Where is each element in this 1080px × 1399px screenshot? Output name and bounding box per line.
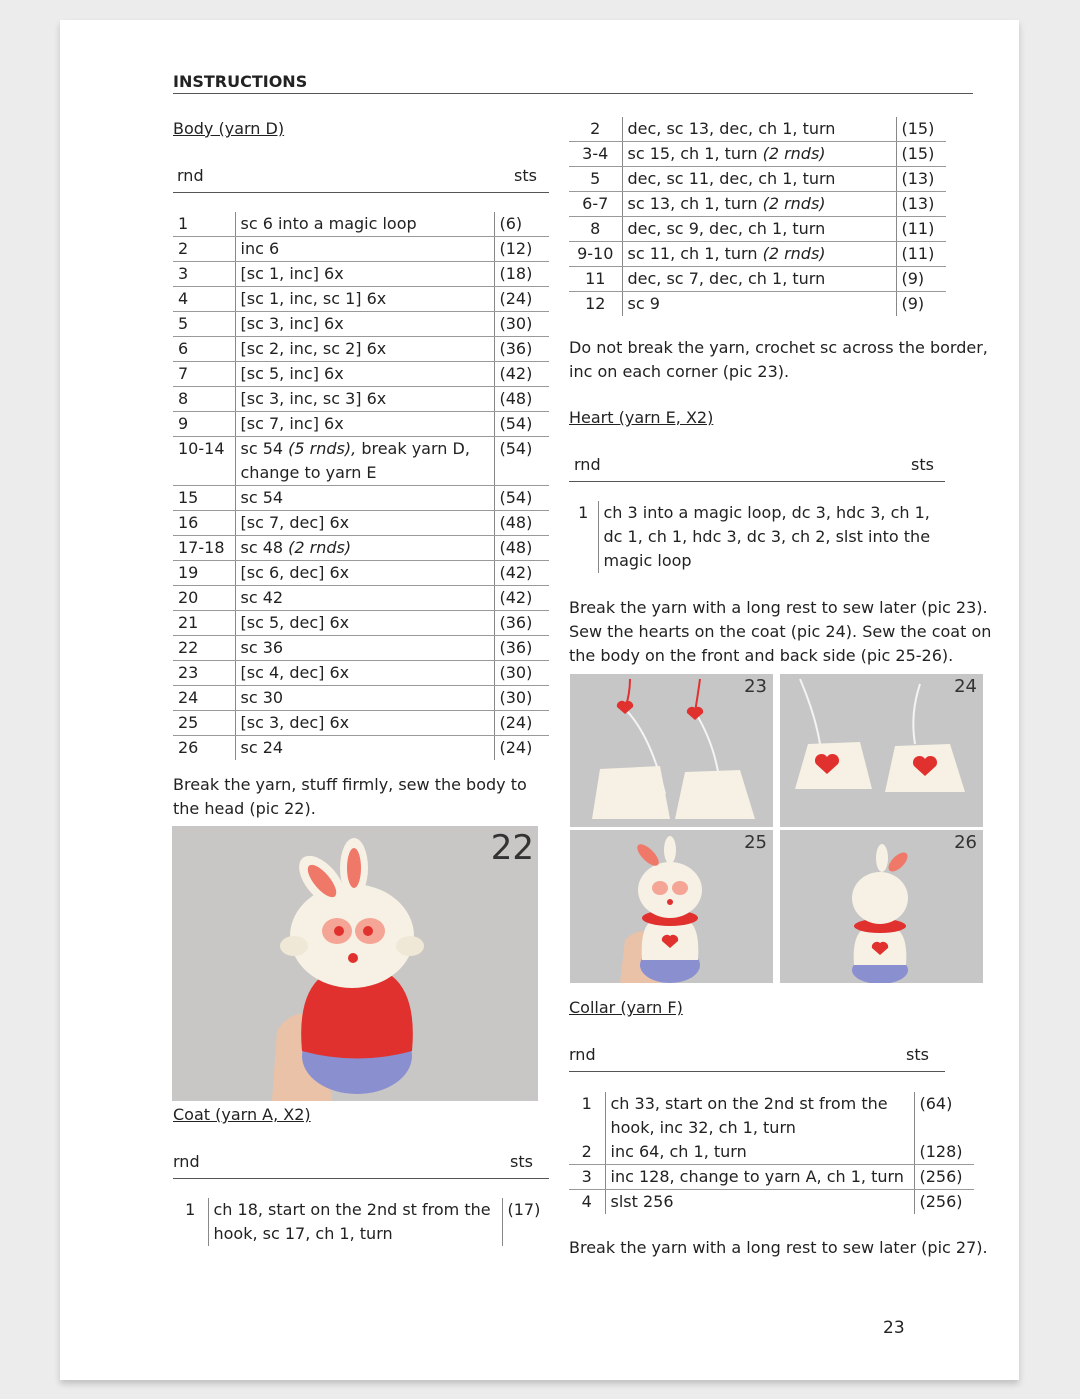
instruction-cell — [235, 287, 494, 312]
instruction-cell — [235, 486, 494, 511]
heart-note: Break the yarn with a long rest to sew later (pic 23). Sew the hearts on the coat (pic 24). Sew the coat on the body on the front and back side (pic 25-26). — [569, 598, 992, 665]
page-number: 23 — [883, 1318, 905, 1338]
instruction-text: slst 256 — [610, 1192, 674, 1211]
sts-cell: (48) — [494, 387, 549, 412]
sts-cell: (6) — [494, 212, 549, 237]
rnd-cell: 7 — [173, 362, 235, 387]
table-row — [569, 501, 954, 573]
sts-cell: (11) — [896, 217, 946, 242]
table-row — [173, 337, 549, 362]
rnd-cell: 8 — [173, 387, 235, 412]
photo-24 — [780, 674, 983, 827]
instruction-text: sc 54 — [240, 439, 284, 458]
heart-col-rnd: rnd — [574, 455, 601, 474]
coat-section-title: Coat (yarn A, X2) — [173, 1105, 311, 1124]
sts-cell: (13) — [896, 192, 946, 217]
page-heading: INSTRUCTIONS — [173, 72, 308, 91]
instruction-text: sc 48 — [240, 538, 284, 557]
coat-note: Do not break the yarn, crochet sc across the border, inc on each corner (pic 23). — [569, 338, 988, 381]
instruction-text: dec, sc 13, dec, ch 1, turn — [627, 119, 836, 138]
rnd-cell: 4 — [173, 287, 235, 312]
body-section-title: Body (yarn D) — [173, 119, 285, 138]
table-row — [173, 237, 549, 262]
body-header-rule — [173, 192, 549, 193]
table-row — [173, 1198, 553, 1246]
body-note: Break the yarn, stuff firmly, sew the body to the head (pic 22). — [173, 775, 527, 818]
instruction-text: [sc 3, inc] 6x — [240, 314, 344, 333]
rnd-cell: 22 — [173, 636, 235, 661]
instruction-text: [sc 3, dec] 6x — [240, 713, 350, 732]
instruction-cell — [235, 237, 494, 262]
sts-cell: (128) — [914, 1140, 974, 1165]
instruction-text: sc 54 — [240, 488, 284, 507]
table-row — [173, 312, 549, 337]
instruction-cell — [622, 167, 896, 192]
instruction-cell — [235, 362, 494, 387]
instruction-italic: (2 rnds) — [762, 144, 826, 163]
rnd-cell: 8 — [569, 217, 622, 242]
instruction-text: sc 11, ch 1, turn — [627, 244, 758, 263]
instruction-italic: (2 rnds) — [288, 538, 352, 557]
instruction-cell — [622, 242, 896, 267]
collar-section-title: Collar (yarn F) — [569, 998, 683, 1017]
heart-section-title: Heart (yarn E, X2) — [569, 408, 714, 427]
instruction-text: [sc 7, inc] 6x — [240, 414, 344, 433]
table-row — [173, 661, 549, 686]
collar-pattern-table — [569, 1092, 974, 1214]
instruction-cell — [605, 1140, 914, 1165]
rnd-cell: 9 — [173, 412, 235, 437]
sts-cell: (54) — [494, 437, 549, 486]
instruction-text: [sc 6, dec] 6x — [240, 563, 350, 582]
instruction-text: [sc 2, inc, sc 2] 6x — [240, 339, 387, 358]
collar-header-rule — [569, 1071, 945, 1072]
sts-cell: (30) — [494, 661, 549, 686]
instruction-text: ch 33, start on the 2nd st from the hook, inc 32, ch 1, turn — [610, 1094, 888, 1137]
table-row — [173, 586, 549, 611]
instruction-text: [sc 3, inc, sc 3] 6x — [240, 389, 387, 408]
body-col-sts: sts — [514, 166, 537, 185]
instruction-text: inc 64, ch 1, turn — [610, 1142, 747, 1161]
rnd-cell: 5 — [569, 167, 622, 192]
table-row — [569, 217, 946, 242]
instruction-text: sc 6 into a magic loop — [240, 214, 417, 233]
rnd-cell: 25 — [173, 711, 235, 736]
instruction-cell — [235, 212, 494, 237]
table-row — [173, 536, 549, 561]
rnd-cell: 1 — [569, 1092, 605, 1140]
table-row — [569, 267, 946, 292]
instruction-text: [sc 4, dec] 6x — [240, 663, 350, 682]
photo-26 — [780, 830, 983, 983]
table-row — [173, 486, 549, 511]
sts-cell: (48) — [494, 511, 549, 536]
sts-cell: (24) — [494, 711, 549, 736]
instruction-text: inc 128, change to yarn A, ch 1, turn — [610, 1167, 904, 1186]
sts-cell: (36) — [494, 611, 549, 636]
table-row — [569, 1190, 974, 1215]
instruction-cell — [605, 1165, 914, 1190]
rnd-cell: 11 — [569, 267, 622, 292]
instruction-cell — [622, 142, 896, 167]
sts-cell: (42) — [494, 561, 549, 586]
sts-cell: (48) — [494, 536, 549, 561]
instruction-text: sc 24 — [240, 738, 284, 757]
table-row — [569, 242, 946, 267]
heading-rule — [173, 93, 973, 94]
rnd-cell: 1 — [569, 501, 598, 573]
coat-pattern-table — [569, 117, 946, 316]
instruction-cell — [622, 292, 896, 317]
table-row — [569, 167, 946, 192]
sts-cell: (54) — [494, 412, 549, 437]
table-row — [173, 262, 549, 287]
bunny-body-photo — [172, 826, 538, 1101]
rnd-cell: 19 — [173, 561, 235, 586]
coat-row1-table — [173, 1198, 553, 1246]
rnd-cell: 20 — [173, 586, 235, 611]
sts-cell: (30) — [494, 686, 549, 711]
body-pattern-table — [173, 212, 549, 760]
bunny-front-photo — [570, 830, 773, 983]
table-row — [173, 611, 549, 636]
table-row — [569, 192, 946, 217]
photo-25-number: 25 — [744, 832, 767, 853]
instruction-cell — [235, 636, 494, 661]
photo-23 — [570, 674, 773, 827]
instruction-cell — [605, 1092, 914, 1140]
table-row — [173, 287, 549, 312]
rnd-cell: 4 — [569, 1190, 605, 1215]
heart-header-rule — [569, 481, 945, 482]
table-row — [173, 686, 549, 711]
instruction-cell — [235, 611, 494, 636]
coat-col-rnd: rnd — [173, 1152, 200, 1171]
instruction-text: sc 15, ch 1, turn — [627, 144, 758, 163]
collar-note: Break the yarn with a long rest to sew later (pic 27). — [569, 1238, 988, 1257]
coat-col-sts: sts — [510, 1152, 533, 1171]
sts-cell: (15) — [896, 142, 946, 167]
table-row — [173, 711, 549, 736]
instruction-cell — [622, 117, 896, 142]
table-row — [569, 117, 946, 142]
sts-cell: (36) — [494, 337, 549, 362]
instruction-italic: (2 rnds) — [762, 244, 826, 263]
rnd-cell: 16 — [173, 511, 235, 536]
rnd-cell: 2 — [173, 237, 235, 262]
instruction-cell — [235, 686, 494, 711]
instruction-cell — [235, 736, 494, 761]
sts-cell: (17) — [507, 1200, 541, 1219]
instruction-text: [sc 1, inc] 6x — [240, 264, 344, 283]
instruction-text: dec, sc 9, dec, ch 1, turn — [627, 219, 826, 238]
instruction-cell — [622, 192, 896, 217]
collar-col-rnd: rnd — [569, 1045, 596, 1064]
rnd-cell: 15 — [173, 486, 235, 511]
instruction-cell — [235, 412, 494, 437]
coat-pieces-photo — [570, 674, 773, 827]
photo-22-number: 22 — [490, 828, 534, 868]
photo-24-number: 24 — [954, 676, 977, 697]
instruction-text: sc 42 — [240, 588, 284, 607]
sts-cell: (24) — [499, 738, 533, 757]
instruction-text: sc 9 — [627, 294, 660, 313]
instruction-text: [sc 7, dec] 6x — [240, 513, 350, 532]
table-row — [173, 561, 549, 586]
rnd-cell: 12 — [569, 292, 622, 317]
table-row — [173, 736, 549, 761]
rnd-cell: 21 — [173, 611, 235, 636]
sts-cell: (12) — [494, 237, 549, 262]
table-row — [569, 1165, 974, 1190]
instruction-text: [sc 5, inc] 6x — [240, 364, 344, 383]
sts-cell: (24) — [494, 287, 549, 312]
instruction-text: dec, sc 7, dec, ch 1, turn — [627, 269, 826, 288]
instruction-cell — [235, 337, 494, 362]
coat-header-rule — [173, 1178, 549, 1179]
instruction-cell — [235, 312, 494, 337]
instruction-cell — [235, 262, 494, 287]
instruction-cell — [622, 267, 896, 292]
instruction-text: inc 6 — [240, 239, 280, 258]
photo-23-number: 23 — [744, 676, 767, 697]
table-row — [173, 212, 549, 237]
instruction-text: sc 30 — [240, 688, 284, 707]
sts-cell: (64) — [919, 1094, 953, 1113]
table-row — [173, 412, 549, 437]
instruction-cell — [235, 661, 494, 686]
table-row — [569, 1092, 974, 1140]
sts-cell: (18) — [494, 262, 549, 287]
photo-22 — [172, 826, 538, 1101]
instruction-cell — [235, 387, 494, 412]
rnd-cell: 1 — [173, 1198, 208, 1246]
table-row — [173, 362, 549, 387]
instruction-cell — [235, 711, 494, 736]
sts-cell: (9) — [896, 267, 946, 292]
rnd-cell: 1 — [173, 212, 235, 237]
instruction-text: sc 13, ch 1, turn — [627, 194, 758, 213]
collar-col-sts: sts — [906, 1045, 929, 1064]
heart-pattern-table — [569, 501, 954, 573]
table-row — [173, 437, 549, 486]
table-row — [173, 511, 549, 536]
sts-cell: (54) — [494, 486, 549, 511]
sts-cell: (15) — [896, 117, 946, 142]
instruction-tail: break yarn D, change to yarn E — [240, 439, 470, 482]
rnd-cell: 23 — [173, 661, 235, 686]
instruction-cell — [235, 511, 494, 536]
table-row — [173, 636, 549, 661]
instruction-cell — [235, 561, 494, 586]
rnd-cell: 3 — [569, 1165, 605, 1190]
rnd-cell: 5 — [173, 312, 235, 337]
sts-cell: (30) — [494, 312, 549, 337]
sts-cell: (13) — [896, 167, 946, 192]
photo-25 — [570, 830, 773, 983]
rnd-cell: 9-10 — [569, 242, 622, 267]
instruction-cell — [235, 586, 494, 611]
sts-cell: (42) — [494, 362, 549, 387]
instruction-text: [sc 5, dec] 6x — [240, 613, 350, 632]
instruction-italic: (5 rnds), — [288, 439, 357, 458]
instruction-cell: ch 18, start on the 2nd st from the hook, sc 17, ch 1, turn — [208, 1198, 502, 1246]
table-row — [569, 292, 946, 317]
instruction-text: [sc 1, inc, sc 1] 6x — [240, 289, 387, 308]
rnd-cell: 3-4 — [569, 142, 622, 167]
rnd-cell: 10-14 — [173, 437, 235, 486]
photo-26-number: 26 — [954, 832, 977, 853]
instruction-cell — [235, 437, 494, 486]
instruction-cell: ch 3 into a magic loop, dc 3, hdc 3, ch 1, dc 1, ch 1, hdc 3, dc 3, ch 2, slst into the magic loop — [603, 503, 931, 570]
bunny-back-photo — [780, 830, 983, 983]
body-col-rnd: rnd — [177, 166, 204, 185]
instruction-italic: (2 rnds) — [762, 194, 826, 213]
rnd-cell: 2 — [569, 117, 622, 142]
instruction-cell — [605, 1190, 914, 1215]
table-row — [173, 387, 549, 412]
rnd-cell: 6-7 — [569, 192, 622, 217]
rnd-cell: 6 — [173, 337, 235, 362]
instruction-cell — [235, 536, 494, 561]
sts-cell: (9) — [901, 294, 925, 313]
document-page — [60, 20, 1019, 1380]
rnd-cell: 17-18 — [173, 536, 235, 561]
rnd-cell: 26 — [173, 736, 235, 761]
heart-col-sts: sts — [911, 455, 934, 474]
rnd-cell: 3 — [173, 262, 235, 287]
rnd-cell: 24 — [173, 686, 235, 711]
table-row — [569, 1140, 974, 1165]
coat-with-hearts-photo — [780, 674, 983, 827]
instruction-text: sc 36 — [240, 638, 284, 657]
rnd-cell: 2 — [569, 1140, 605, 1165]
sts-cell: (256) — [919, 1192, 963, 1211]
instruction-cell — [622, 217, 896, 242]
sts-cell: (256) — [914, 1165, 974, 1190]
sts-cell: (42) — [494, 586, 549, 611]
table-row — [569, 142, 946, 167]
instruction-text: dec, sc 11, dec, ch 1, turn — [627, 169, 836, 188]
sts-cell: (11) — [896, 242, 946, 267]
sts-cell: (36) — [494, 636, 549, 661]
